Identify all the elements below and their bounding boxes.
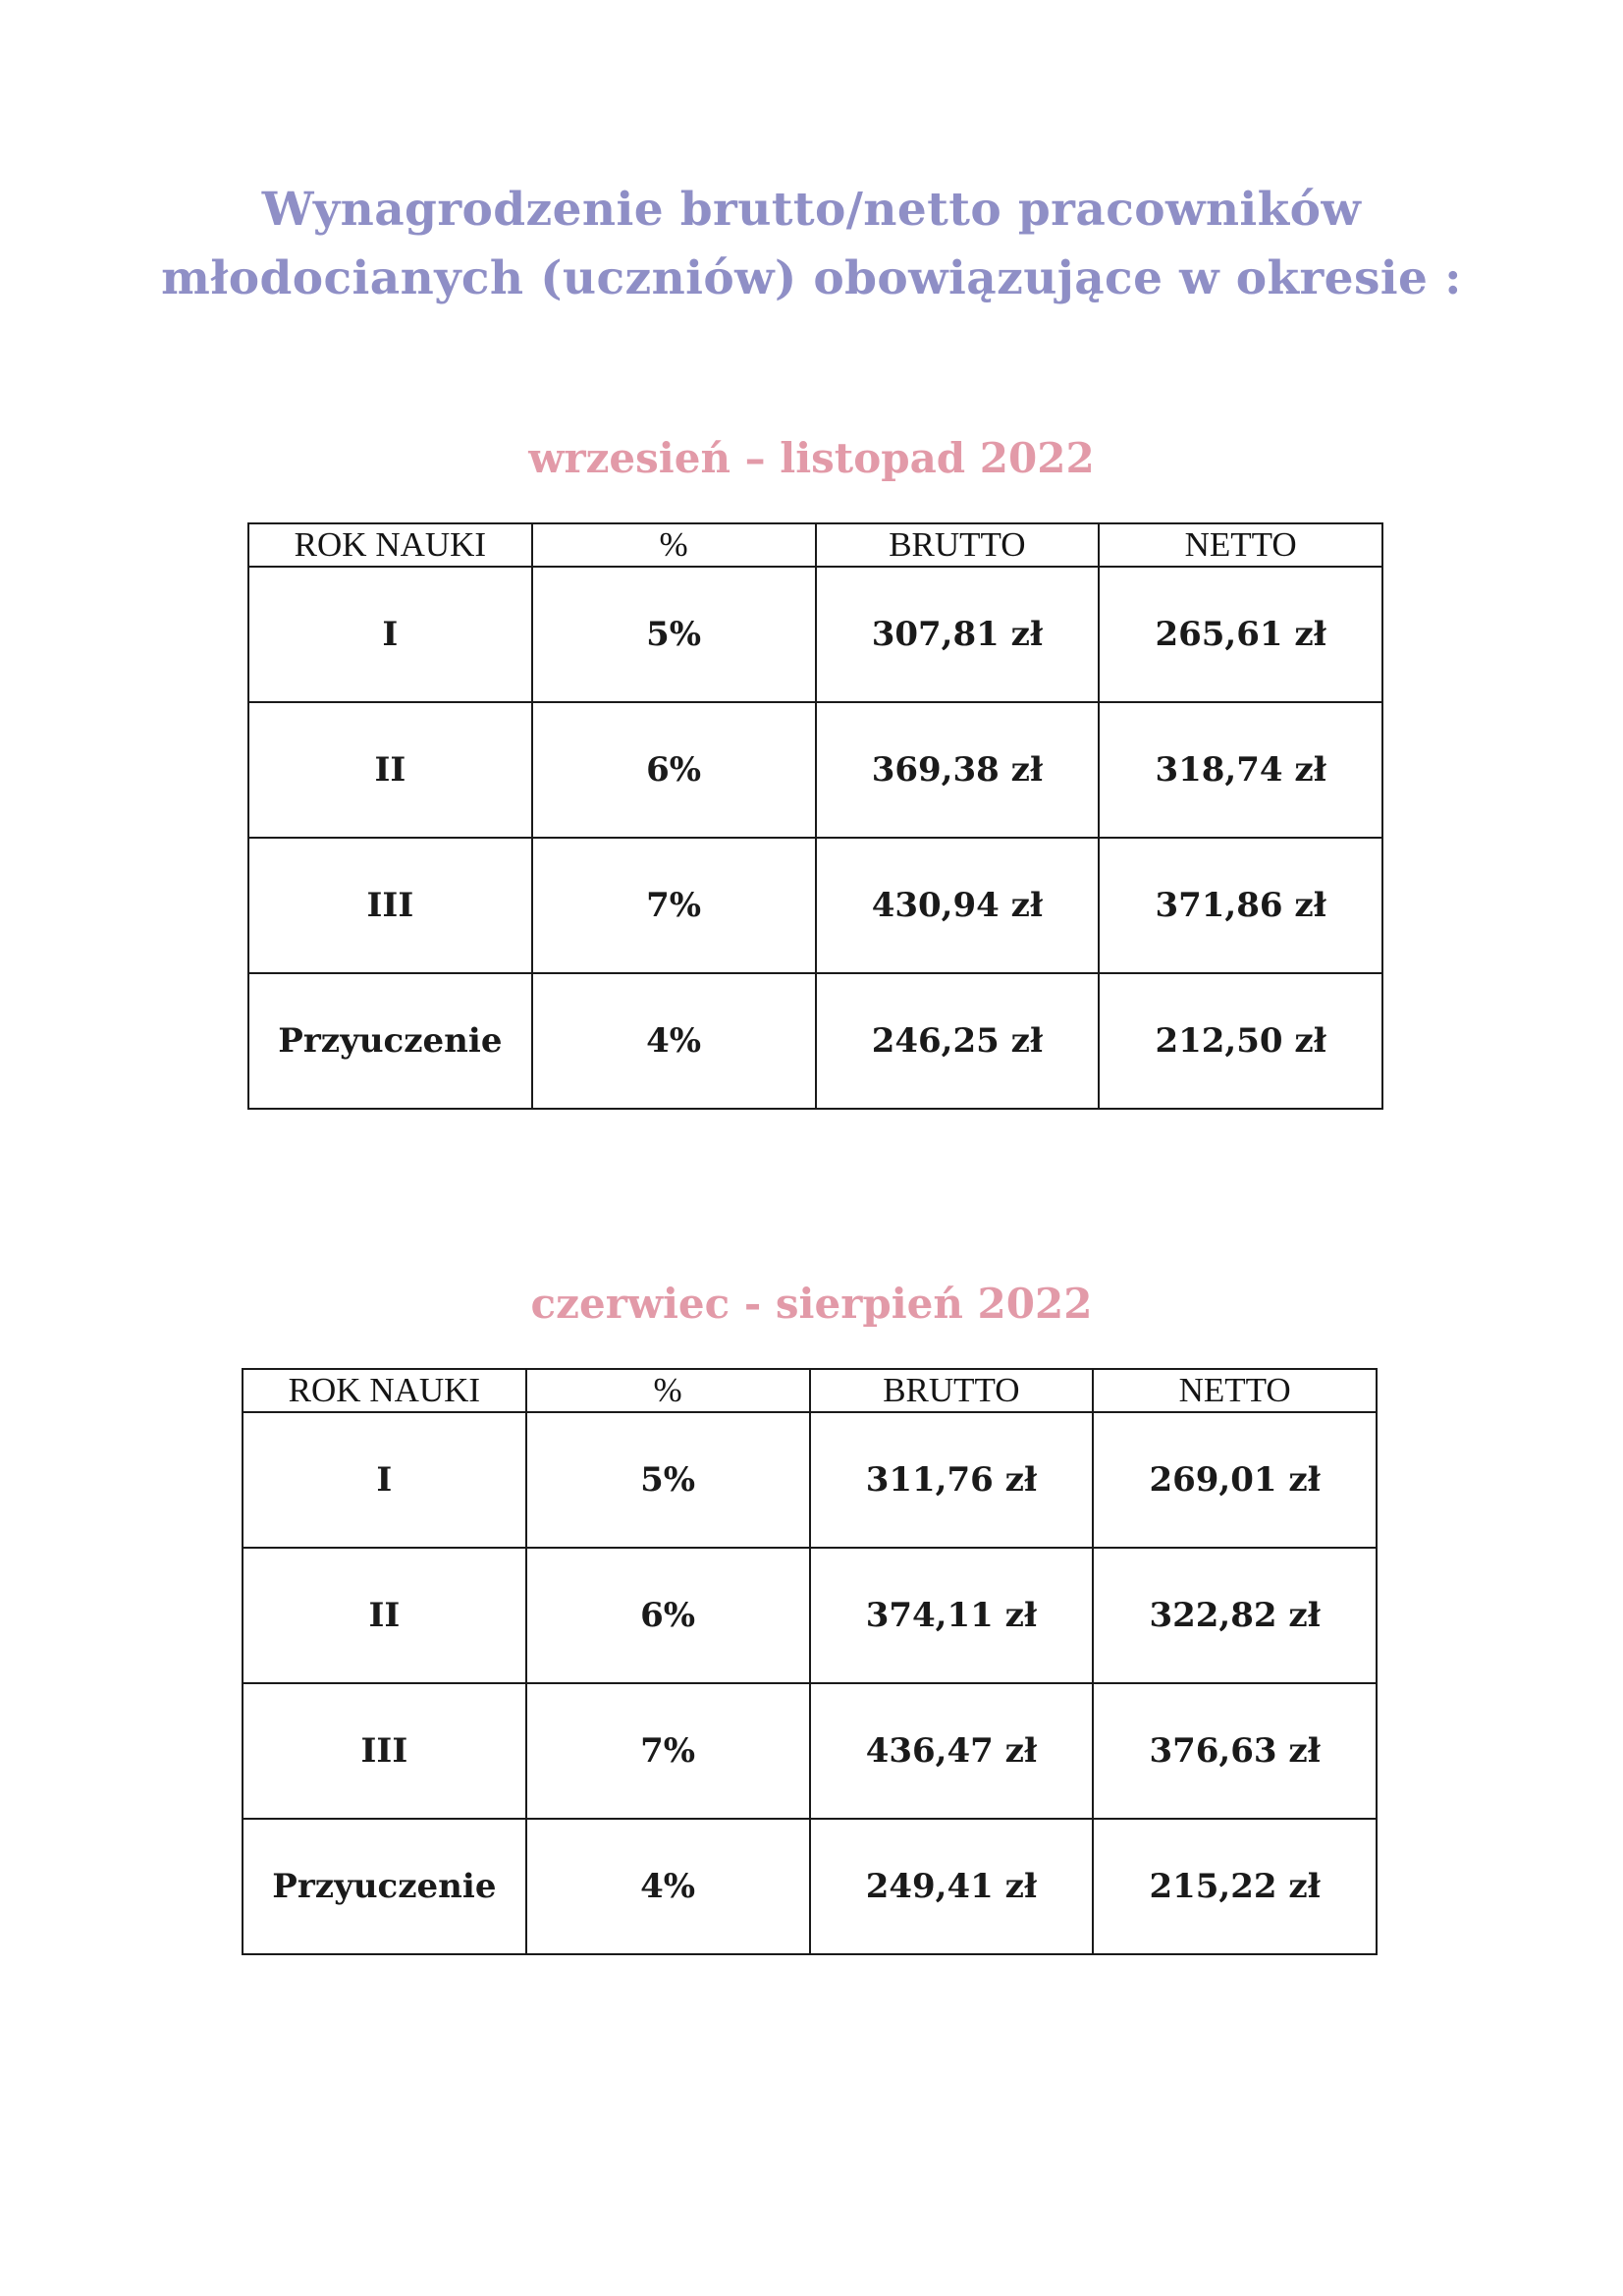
cell-rok-nauki: II bbox=[248, 702, 532, 838]
cell-percent: 6% bbox=[532, 702, 816, 838]
header-brutto: BRUTTO bbox=[816, 523, 1100, 567]
cell-netto: 322,82 zł bbox=[1093, 1548, 1377, 1683]
cell-brutto: 307,81 zł bbox=[816, 567, 1100, 702]
cell-brutto: 436,47 zł bbox=[810, 1683, 1094, 1819]
cell-rok-nauki: I bbox=[248, 567, 532, 702]
cell-percent: 4% bbox=[532, 973, 816, 1109]
document-title-line-1: Wynagrodzenie brutto/netto pracowników bbox=[261, 183, 1362, 237]
wage-table-1 bbox=[247, 522, 1383, 1110]
table-row bbox=[243, 1412, 1377, 1548]
cell-percent: 4% bbox=[526, 1819, 810, 1954]
cell-rok-nauki: II bbox=[243, 1548, 526, 1683]
cell-netto: 376,63 zł bbox=[1093, 1683, 1377, 1819]
period-heading-1: wrzesień – listopad 2022 bbox=[528, 434, 1095, 482]
cell-rok-nauki: III bbox=[243, 1683, 526, 1819]
cell-brutto: 374,11 zł bbox=[810, 1548, 1094, 1683]
cell-brutto: 246,25 zł bbox=[816, 973, 1100, 1109]
table-row bbox=[243, 1548, 1377, 1683]
cell-netto: 265,61 zł bbox=[1099, 567, 1382, 702]
cell-percent: 7% bbox=[526, 1683, 810, 1819]
cell-rok-nauki: Przyuczenie bbox=[248, 973, 532, 1109]
table-row bbox=[248, 973, 1382, 1109]
header-netto: NETTO bbox=[1099, 523, 1382, 567]
period-heading-2: czerwiec - sierpień 2022 bbox=[530, 1280, 1093, 1328]
cell-percent: 6% bbox=[526, 1548, 810, 1683]
document-title-line-2: młodocianych (uczniów) obowiązujące w okresie : bbox=[161, 251, 1462, 305]
header-netto: NETTO bbox=[1093, 1369, 1377, 1412]
cell-rok-nauki: III bbox=[248, 838, 532, 973]
table-row bbox=[243, 1819, 1377, 1954]
table-header-row bbox=[243, 1369, 1377, 1412]
cell-brutto: 369,38 zł bbox=[816, 702, 1100, 838]
cell-netto: 371,86 zł bbox=[1099, 838, 1382, 973]
table-row bbox=[248, 838, 1382, 973]
cell-rok-nauki: I bbox=[243, 1412, 526, 1548]
cell-brutto: 430,94 zł bbox=[816, 838, 1100, 973]
cell-netto: 269,01 zł bbox=[1093, 1412, 1377, 1548]
header-brutto: BRUTTO bbox=[810, 1369, 1094, 1412]
cell-netto: 318,74 zł bbox=[1099, 702, 1382, 838]
table-row bbox=[248, 702, 1382, 838]
table-row bbox=[248, 567, 1382, 702]
header-percent: % bbox=[532, 523, 816, 567]
cell-percent: 5% bbox=[532, 567, 816, 702]
cell-rok-nauki: Przyuczenie bbox=[243, 1819, 526, 1954]
cell-netto: 215,22 zł bbox=[1093, 1819, 1377, 1954]
cell-brutto: 311,76 zł bbox=[810, 1412, 1094, 1548]
table-row bbox=[243, 1683, 1377, 1819]
table-header-row bbox=[248, 523, 1382, 567]
cell-netto: 212,50 zł bbox=[1099, 973, 1382, 1109]
cell-brutto: 249,41 zł bbox=[810, 1819, 1094, 1954]
header-rok-nauki: ROK NAUKI bbox=[243, 1369, 526, 1412]
header-percent: % bbox=[526, 1369, 810, 1412]
cell-percent: 7% bbox=[532, 838, 816, 973]
header-rok-nauki: ROK NAUKI bbox=[248, 523, 532, 567]
cell-percent: 5% bbox=[526, 1412, 810, 1548]
wage-table-2 bbox=[242, 1368, 1378, 1955]
